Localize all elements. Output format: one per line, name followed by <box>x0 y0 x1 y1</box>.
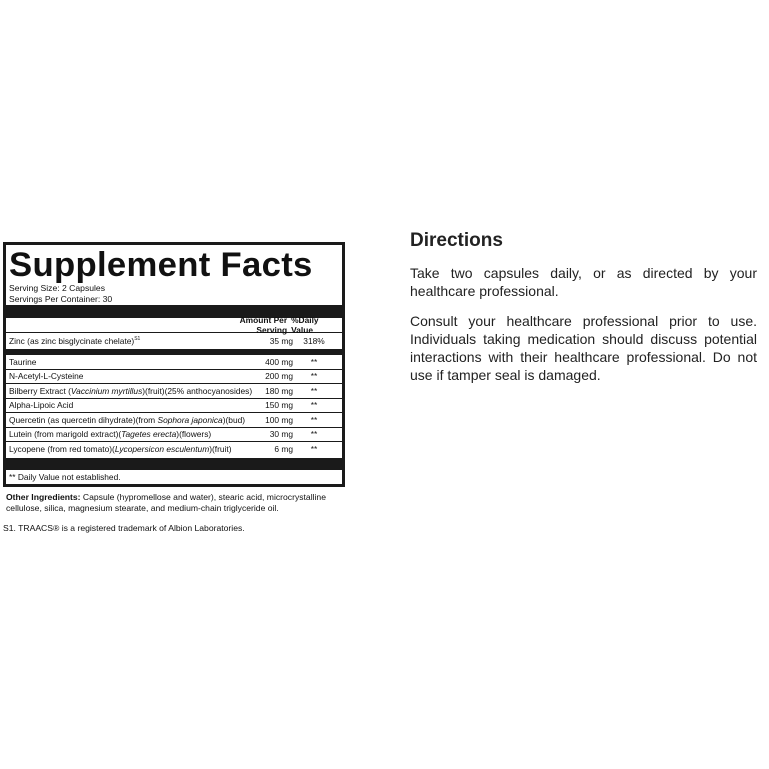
ingredient-row <box>6 384 342 399</box>
ingredient-name-suffix: )(flowers) <box>176 429 212 440</box>
ingredient-row <box>6 428 342 443</box>
ingredient-row <box>6 399 342 414</box>
serving-size: Serving Size: 2 Capsules <box>9 283 106 293</box>
directions-title: Directions <box>410 230 503 251</box>
ingredient-name-suffix: )(fruit) <box>209 443 232 454</box>
ingredient-amount: 150 mg <box>265 400 293 411</box>
ingredient-name: Alpha-Lipoic Acid <box>9 400 74 411</box>
ingredient-species: Lycopersicon esculentum <box>114 443 210 454</box>
zinc-superscript: S1 <box>134 336 141 343</box>
ingredient-amount: 6 mg <box>274 443 293 454</box>
ingredient-species: Vaccinium myrtillus <box>70 385 143 396</box>
ingredient-dv: ** <box>310 429 318 440</box>
ingredient-name: N-Acetyl-L-Cysteine <box>9 371 84 382</box>
ingredient-row <box>6 370 342 385</box>
ingredient-name: Lutein (from marigold extract)( <box>9 429 122 440</box>
ingredient-amount: 180 mg <box>265 385 293 396</box>
header-amount: Amount Per Serving <box>239 315 288 335</box>
ingredient-dv: ** <box>310 443 318 454</box>
zinc-amount: 35 mg <box>269 336 293 346</box>
directions-section <box>410 230 757 396</box>
nutrient-row-zinc <box>6 333 342 349</box>
ingredient-amount: 200 mg <box>265 371 293 382</box>
header-daily-value: %Daily Value <box>291 315 319 335</box>
ingredient-amount: 30 mg <box>269 429 293 440</box>
ingredient-row <box>6 355 342 370</box>
ingredient-row <box>6 442 342 456</box>
ingredient-name: Lycopene (from red tomato)( <box>9 443 115 454</box>
other-ingredients-text: Capsule (hypromellose and water), stearic acid, microcrystalline cellulose, silica, magnesium stearate, and medium-chain triglyceride oil. <box>6 492 326 513</box>
ingredient-dv: ** <box>310 385 318 396</box>
ingredient-dv: ** <box>310 414 318 425</box>
directions-paragraph-2: Consult your healthcare professional prior to use. Individuals taking medication should discuss potential interactions with their healthcare professional. Do not use if tamper seal is damaged. <box>410 313 757 383</box>
trademark-note: S1. TRAACS® is a registered trademark of Albion Laboratories. <box>3 523 245 533</box>
supplement-facts-title: Supplement Facts <box>9 246 313 284</box>
ingredient-dv: ** <box>310 371 318 382</box>
ingredient-dv: ** <box>310 356 318 367</box>
ingredient-name-suffix: )(fruit)(25% anthocyanosides) <box>142 385 253 396</box>
ingredient-amount: 100 mg <box>265 414 293 425</box>
ingredient-species: Sophora japonica <box>157 414 223 425</box>
daily-value-footnote: ** Daily Value not established. <box>9 471 121 482</box>
servings-per-container: Servings Per Container: 30 <box>9 294 113 304</box>
ingredient-dv: ** <box>310 400 318 411</box>
column-header-row <box>6 315 342 335</box>
zinc-dv: 318% <box>303 336 325 346</box>
ingredient-name: Taurine <box>9 356 37 367</box>
ingredient-name: Quercetin (as quercetin dihydrate)(from <box>9 414 158 425</box>
zinc-name: Zinc (as zinc bisglycinate chelate) <box>9 336 135 346</box>
directions-paragraph-1: Take two capsules daily, or as directed by your healthcare professional. <box>410 265 757 299</box>
ingredient-species: Tagetes erecta <box>121 429 177 440</box>
supplement-facts-panel <box>3 242 345 487</box>
ingredient-name-suffix: )(bud) <box>222 414 246 425</box>
other-ingredients-label: Other Ingredients: <box>6 492 81 502</box>
other-ingredients <box>6 492 342 514</box>
ingredient-name: Bilberry Extract ( <box>9 385 71 396</box>
ingredient-rows <box>6 355 342 456</box>
ingredient-row <box>6 413 342 428</box>
divider-bottom <box>6 458 342 470</box>
ingredient-amount: 400 mg <box>265 356 293 367</box>
